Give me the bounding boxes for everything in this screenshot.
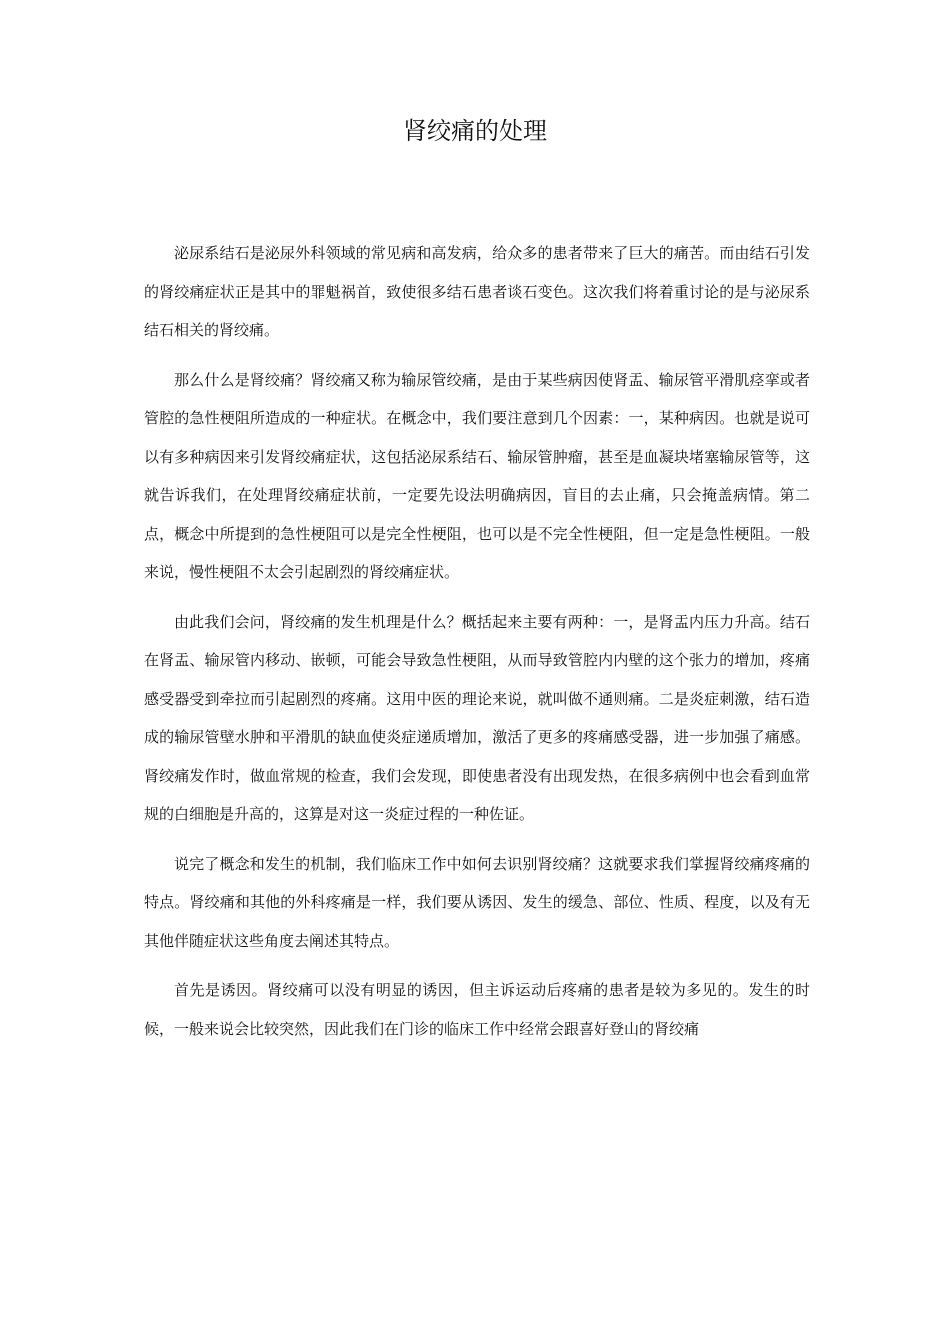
paragraph-3: 由此我们会问，肾绞痛的发生机理是什么？概括起来主要有两种：一，是肾盂内压力升高。结石在肾盂、输尿管内移动、嵌顿，可能会导致急性梗阻，从而导致管腔内内壁的这个张力的增加，疼痛感受器受到牵拉而引起剧烈的疼痛。这用中医的理论来说，就叫做不通则痛。二是炎症刺激，结石造成的输尿管壁水肿和平滑肌的缺血使炎症递质增加，激活了更多的疼痛感受器，进一步加强了痛感。肾绞痛发作时，做血常规的检查，我们会发现，即使患者没有出现发热，在很多病例中也会看到血常规的白细胞是升高的，这算是对这一炎症过程的一种佐证。 [144, 612, 810, 823]
paragraph-5: 首先是诱因。肾绞痛可以没有明显的诱因，但主诉运动后疼痛的患者是较为多见的。发生的时候，一般来说会比较突然，因此我们在门诊的临床工作中经常会跟喜好登山的肾绞痛 [144, 981, 810, 1038]
document-body [144, 234, 810, 1059]
paragraph-4: 说完了概念和发生的机制，我们临床工作中如何去识别肾绞痛？这就要求我们掌握肾绞痛疼痛的特点。肾绞痛和其他的外科疼痛是一样，我们要从诱因、发生的缓急、部位、性质、程度，以及有无其他伴随症状这些角度去阐述其特点。 [144, 854, 810, 950]
paragraph-2: 那么什么是肾绞痛？肾绞痛又称为输尿管绞痛，是由于某些病因使肾盂、输尿管平滑肌痉挛或者管腔的急性梗阻所造成的一种症状。在概念中，我们要注意到几个因素：一，某种病因。也就是说可以有多种病因来引发肾绞痛症状，这包括泌尿系结石、输尿管肿瘤，甚至是血凝块堵塞输尿管等，这就告诉我们，在处理肾绞痛症状前，一定要先设法明确病因，盲目的去止痛，只会掩盖病情。第二点，概念中所提到的急性梗阻可以是完全性梗阻，也可以是不完全性梗阻，但一定是急性梗阻。一般来说，慢性梗阻不太会引起剧烈的肾绞痛症状。 [144, 370, 810, 581]
paragraph-1: 泌尿系结石是泌尿外科领域的常见病和高发病，给众多的患者带来了巨大的痛苦。而由结石引发的肾绞痛症状正是其中的罪魁祸首，致使很多结石患者谈石变色。这次我们将着重讨论的是与泌尿系结石相关的肾绞痛。 [144, 244, 810, 339]
document-title: 肾绞痛的处理 [403, 117, 547, 145]
